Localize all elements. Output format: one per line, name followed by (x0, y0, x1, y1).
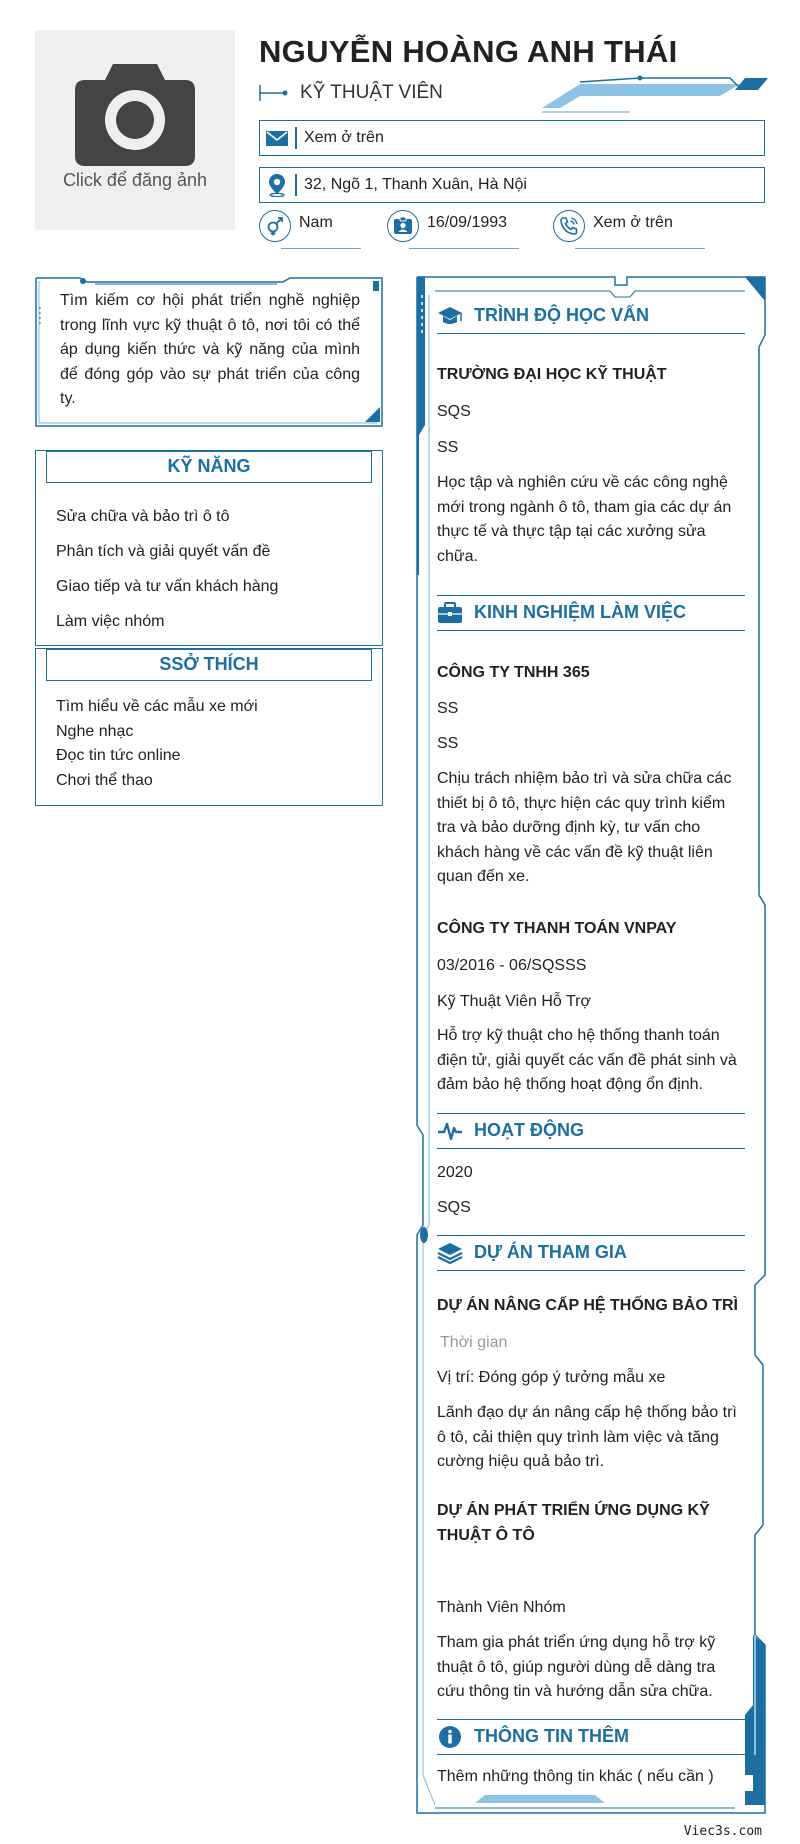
hobby-item: Tìm hiểu về các mẫu xe mới (56, 698, 258, 715)
skill-item: Giao tiếp và tư vấn khách hàng (56, 578, 279, 595)
skills-title: KỸ NĂNG (46, 451, 372, 483)
activity-year: 2020 (437, 1164, 473, 1181)
phone-value: Xem ở trên (593, 214, 673, 231)
job-time: SS (437, 700, 459, 717)
skills-section (35, 450, 383, 646)
skill-item: Sửa chữa và bảo trì ô tô (56, 508, 230, 525)
section-rule (437, 1754, 745, 1755)
id-card-icon (393, 216, 413, 236)
section-rule (437, 1148, 745, 1149)
job-company: CÔNG TY THANH TOÁN VNPAY (437, 920, 677, 937)
more-info-header (437, 1719, 745, 1755)
candidate-name: NGUYỄN HOÀNG ANH THÁI (259, 34, 678, 69)
hobbies-section (35, 648, 383, 806)
education-school: TRƯỜNG ĐẠI HỌC KỸ THUẬT (437, 366, 667, 383)
section-rule (437, 333, 745, 334)
phone-icon-circle (553, 210, 585, 242)
more-info-title: THÔNG TIN THÊM (474, 1726, 629, 1746)
hobbies-title: SSỞ THÍCH (46, 649, 372, 681)
section-rule (437, 1113, 745, 1114)
activity-detail: SQS (437, 1199, 471, 1216)
gender-field[interactable] (259, 210, 369, 250)
project-description: Lãnh đạo dự án nâng cấp hệ thống bảo trì ô tô, cải thiện quy trình làm việc và tăng cường hiệu quả bảo trì. (437, 1404, 737, 1470)
education-line1: SQS (437, 403, 471, 420)
phone-field[interactable] (553, 210, 713, 250)
project-description: Tham gia phát triển ứng dụng hỗ trợ kỹ thuật ô tô, giúp người dùng dễ dàng tra cứu thông tin và hướng dẫn sửa chữa. (437, 1634, 716, 1700)
education-title: TRÌNH ĐỘ HỌC VẤN (474, 305, 649, 325)
job-position: SS (437, 735, 459, 752)
layers-icon (437, 1241, 463, 1265)
birthday-field[interactable] (387, 210, 527, 250)
education-header (437, 298, 745, 334)
project-time: Thời gian (440, 1334, 508, 1351)
info-icon (437, 1725, 463, 1749)
section-rule (437, 1719, 745, 1720)
job-time: 03/2016 - 06/SQSSS (437, 957, 587, 974)
email-value: Xem ở trên (304, 129, 384, 146)
phone-icon (559, 216, 579, 236)
avatar-upload-label: Click để đăng ảnh (62, 170, 208, 190)
experience-header (437, 595, 745, 631)
field-separator (295, 127, 297, 149)
hobbies-list (56, 695, 258, 793)
gender-underline (281, 248, 361, 249)
footer-watermark: Viec3s.com (683, 1824, 762, 1839)
project-role: Thành Viên Nhóm (437, 1599, 566, 1616)
avatar-upload[interactable] (35, 30, 235, 230)
project-role: Vị trí: Đóng góp ý tưởng mẫu xe (437, 1369, 666, 1386)
gender-value: Nam (299, 214, 333, 231)
camera-icon (75, 58, 195, 168)
project-name: DỰ ÁN PHÁT TRIỂN ỨNG DỤNG KỸ THUẬT Ô TÔ (437, 1502, 710, 1544)
job-description: Chịu trách nhiệm bảo trì và sửa chữa các thiết bị ô tô, thực hiện các quy trình kiểm tra và bảo dưỡng định kỳ, tư vấn cho khách hàng về các vấn đề kỹ thuật liên quan đến xe. (437, 770, 732, 885)
experience-title: KINH NGHIỆM LÀM VIỆC (474, 602, 687, 622)
email-field[interactable] (259, 120, 765, 156)
birthday-underline (409, 248, 519, 249)
section-rule (437, 1270, 745, 1271)
skill-item: Làm việc nhóm (56, 613, 165, 630)
birthday-value: 16/09/1993 (427, 214, 508, 231)
graduation-cap-icon (437, 304, 463, 328)
skills-list (56, 499, 278, 639)
hobby-item: Chơi thể thao (56, 771, 153, 789)
education-description: Học tập và nghiên cứu về các công nghệ mới trong ngành ô tô, tham gia các dự án thực tế và thực tập tại các xưởng sửa chữa. (437, 474, 732, 565)
job-title: KỸ THUẬT VIÊN (300, 82, 443, 103)
address-value: 32, Ngõ 1, Thanh Xuân, Hà Nội (304, 176, 527, 193)
mail-icon (265, 126, 289, 150)
career-objective (35, 277, 383, 427)
education-line2: SS (437, 439, 459, 456)
job-company: CÔNG TY TNHH 365 (437, 664, 590, 681)
project-name: DỰ ÁN NÂNG CẤP HỆ THỐNG BẢO TRÌ (437, 1297, 738, 1314)
job-description: Hỗ trợ kỹ thuật cho hệ thống thanh toán điện tử, giải quyết các vấn đề phát sinh và đảm bảo hệ thống hoạt động ổn định. (437, 1027, 737, 1093)
projects-header (437, 1235, 745, 1271)
activities-title: HOẠT ĐỘNG (474, 1120, 584, 1140)
hobby-item: Đọc tin tức online (56, 747, 181, 764)
section-rule (437, 1235, 745, 1236)
heartbeat-icon (437, 1119, 463, 1143)
title-line-decoration (259, 82, 289, 104)
header-tech-decoration (540, 74, 770, 114)
field-separator (295, 174, 297, 196)
activities-header (437, 1113, 745, 1149)
map-pin-icon (265, 173, 289, 197)
skill-item: Phân tích và giải quyết vấn đề (56, 543, 271, 560)
section-rule (437, 595, 745, 596)
hobby-item: Nghe nhạc (56, 722, 134, 740)
briefcase-icon (437, 601, 463, 625)
address-field[interactable] (259, 167, 765, 203)
birthday-icon-circle (387, 210, 419, 242)
gender-icon-circle (259, 210, 291, 242)
phone-underline (575, 248, 705, 249)
section-rule (437, 630, 745, 631)
projects-title: DỰ ÁN THAM GIA (474, 1242, 627, 1262)
gender-icon (265, 216, 285, 236)
more-info-text: Thêm những thông tin khác ( nếu cần ) (437, 1768, 714, 1785)
job-position: Kỹ Thuật Viên Hỗ Trợ (437, 993, 591, 1010)
objective-text: Tìm kiếm cơ hội phát triển nghề nghiệp trong lĩnh vực kỹ thuật ô tô, nơi tôi có thể áp dụng kiến thức và kỹ năng của mình để đóng góp vào sự phát triển của công ty. (60, 292, 360, 407)
